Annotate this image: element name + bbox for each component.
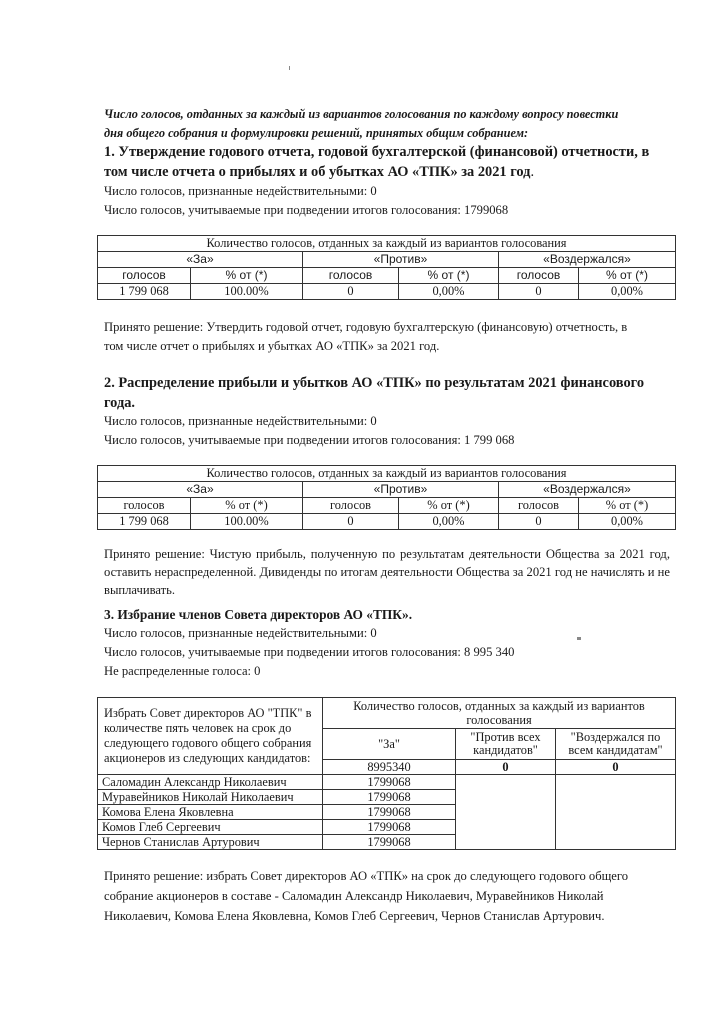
subheader-percent: % от (*) [191,498,303,514]
candidate-name: Саломадин Александр Николаевич [98,775,323,790]
against-empty-cell [456,775,556,850]
scan-speck [289,66,290,70]
total-for: 8995340 [323,760,456,775]
table-title: Количество голосов, отданных за каждый из вариантов голосования [98,466,676,482]
candidate-name: Муравейников Николай Николаевич [98,790,323,805]
group-against: «Против» [303,252,499,268]
candidate-name: Комова Елена Яковлевна [98,805,323,820]
abstain-empty-cell [556,775,676,850]
total-against: 0 [456,760,556,775]
question-cell: Избрать Совет директоров АО "ТПК" в количестве пять человек на срок до следующего годового общего собрания акционеров из следующих кандидатов: [98,698,323,775]
value-against-percent: 0,00% [399,284,499,300]
q3-decision-line-2: собрание акционеров в составе - Саломадин Александр Николаевич, Муравейников Николай [104,889,604,903]
q1-votes-table [97,235,676,300]
group-for: «За» [98,252,303,268]
q1-decision-line-2: том числе отчет о прибылях и убытках АО «ТПК» за 2021 год. [104,339,440,353]
group-against: «Против» [303,482,499,498]
header-for: "За" [323,729,456,760]
total-abstain: 0 [556,760,676,775]
q1-heading-line-1: 1. Утверждение годового отчета, годовой бухгалтерской (финансовой) отчетности, в [104,144,650,160]
subheader-votes: голосов [499,268,579,284]
candidate-name: Комов Глеб Сергеевич [98,820,323,835]
header-against-all: "Против всех кандидатов" [456,729,556,760]
table-title: Количество голосов, отданных за каждый из вариантов голосования [323,698,676,729]
value-abstain-percent: 0,00% [579,514,676,530]
value-for-votes: 1 799 068 [98,284,191,300]
subheader-votes: голосов [98,498,191,514]
q1-invalid-votes: Число голосов, признанные недействительными: 0 [104,184,377,198]
group-abstain: «Воздержался» [499,252,676,268]
q3-decision-line-1: Принято решение: избрать Совет директоров АО «ТПК» на срок до следующего годового общего [104,869,629,883]
candidate-name: Чернов Станислав Артурович [98,835,323,850]
value-against-votes: 0 [303,514,399,530]
candidate-votes: 1799068 [323,835,456,850]
subheader-percent: % от (*) [399,268,499,284]
subheader-votes: голосов [303,268,399,284]
subheader-votes: голосов [499,498,579,514]
q1-counted-votes: Число голосов, учитываемые при подведении итогов голосования: 1799068 [104,203,509,217]
value-abstain-percent: 0,00% [579,284,676,300]
subheader-votes: голосов [98,268,191,284]
q3-invalid-votes: Число голосов, признанные недействительными: 0 [104,626,377,640]
value-abstain-votes: 0 [499,514,579,530]
value-abstain-votes: 0 [499,284,579,300]
q3-undistributed-votes: Не распределенные голоса: 0 [104,664,261,678]
value-for-percent: 100.00% [191,284,303,300]
subheader-percent: % от (*) [579,498,676,514]
q2-counted-votes: Число голосов, учитываемые при подведении итогов голосования: 1 799 068 [104,433,515,447]
q2-decision: Принято решение: Чистую прибыль, полученную по результатам деятельности Общества за 2021 год, оставить нераспределенной. Дивиденды по итогам деятельности Общества за 2021 год не начислять и не выплачивать. [104,547,670,597]
table-title: Количество голосов, отданных за каждый из вариантов голосования [98,236,676,252]
q3-decision-line-3: Николаевич, Комова Елена Яковлевна, Комов Глеб Сергеевич, Чернов Станислав Артурович. [104,909,605,923]
header-abstain-all: "Воздержался по всем кандидатам" [556,729,676,760]
subheader-percent: % от (*) [191,268,303,284]
subheader-percent: % от (*) [399,498,499,514]
q2-heading-line-1: 2. Распределение прибыли и убытков АО «ТПК» по результатам 2021 финансового [104,375,645,391]
value-against-votes: 0 [303,284,399,300]
q2-heading-line-2: года. [104,395,136,411]
intro-line-2: дня общего собрания и формулировки решений, принятых общим собранием: [104,126,529,140]
intro-line-1: Число голосов, отданных за каждый из вариантов голосования по каждому вопросу повестки [104,107,619,121]
value-for-votes: 1 799 068 [98,514,191,530]
q1-heading-line-2: том числе отчета о прибылях и об убытках АО «ТПК» за 2021 год. [104,164,535,180]
q3-board-table [97,697,676,850]
value-against-percent: 0,00% [399,514,499,530]
group-abstain: «Воздержался» [499,482,676,498]
candidate-votes: 1799068 [323,775,456,790]
q2-invalid-votes: Число голосов, признанные недействительными: 0 [104,414,377,428]
q1-decision-line-1: Принято решение: Утвердить годовой отчет, годовую бухгалтерскую (финансовую) отчетность, в [104,320,628,334]
subheader-votes: голосов [303,498,399,514]
candidate-votes: 1799068 [323,790,456,805]
value-for-percent: 100.00% [191,514,303,530]
q3-heading: 3. Избрание членов Совета директоров АО «ТПК». [104,607,413,622]
scan-speck [577,637,581,640]
candidate-row [98,775,676,790]
q2-votes-table [97,465,676,530]
q3-counted-votes: Число голосов, учитываемые при подведении итогов голосования: 8 995 340 [104,645,515,659]
candidate-votes: 1799068 [323,820,456,835]
group-for: «За» [98,482,303,498]
candidate-votes: 1799068 [323,805,456,820]
subheader-percent: % от (*) [579,268,676,284]
